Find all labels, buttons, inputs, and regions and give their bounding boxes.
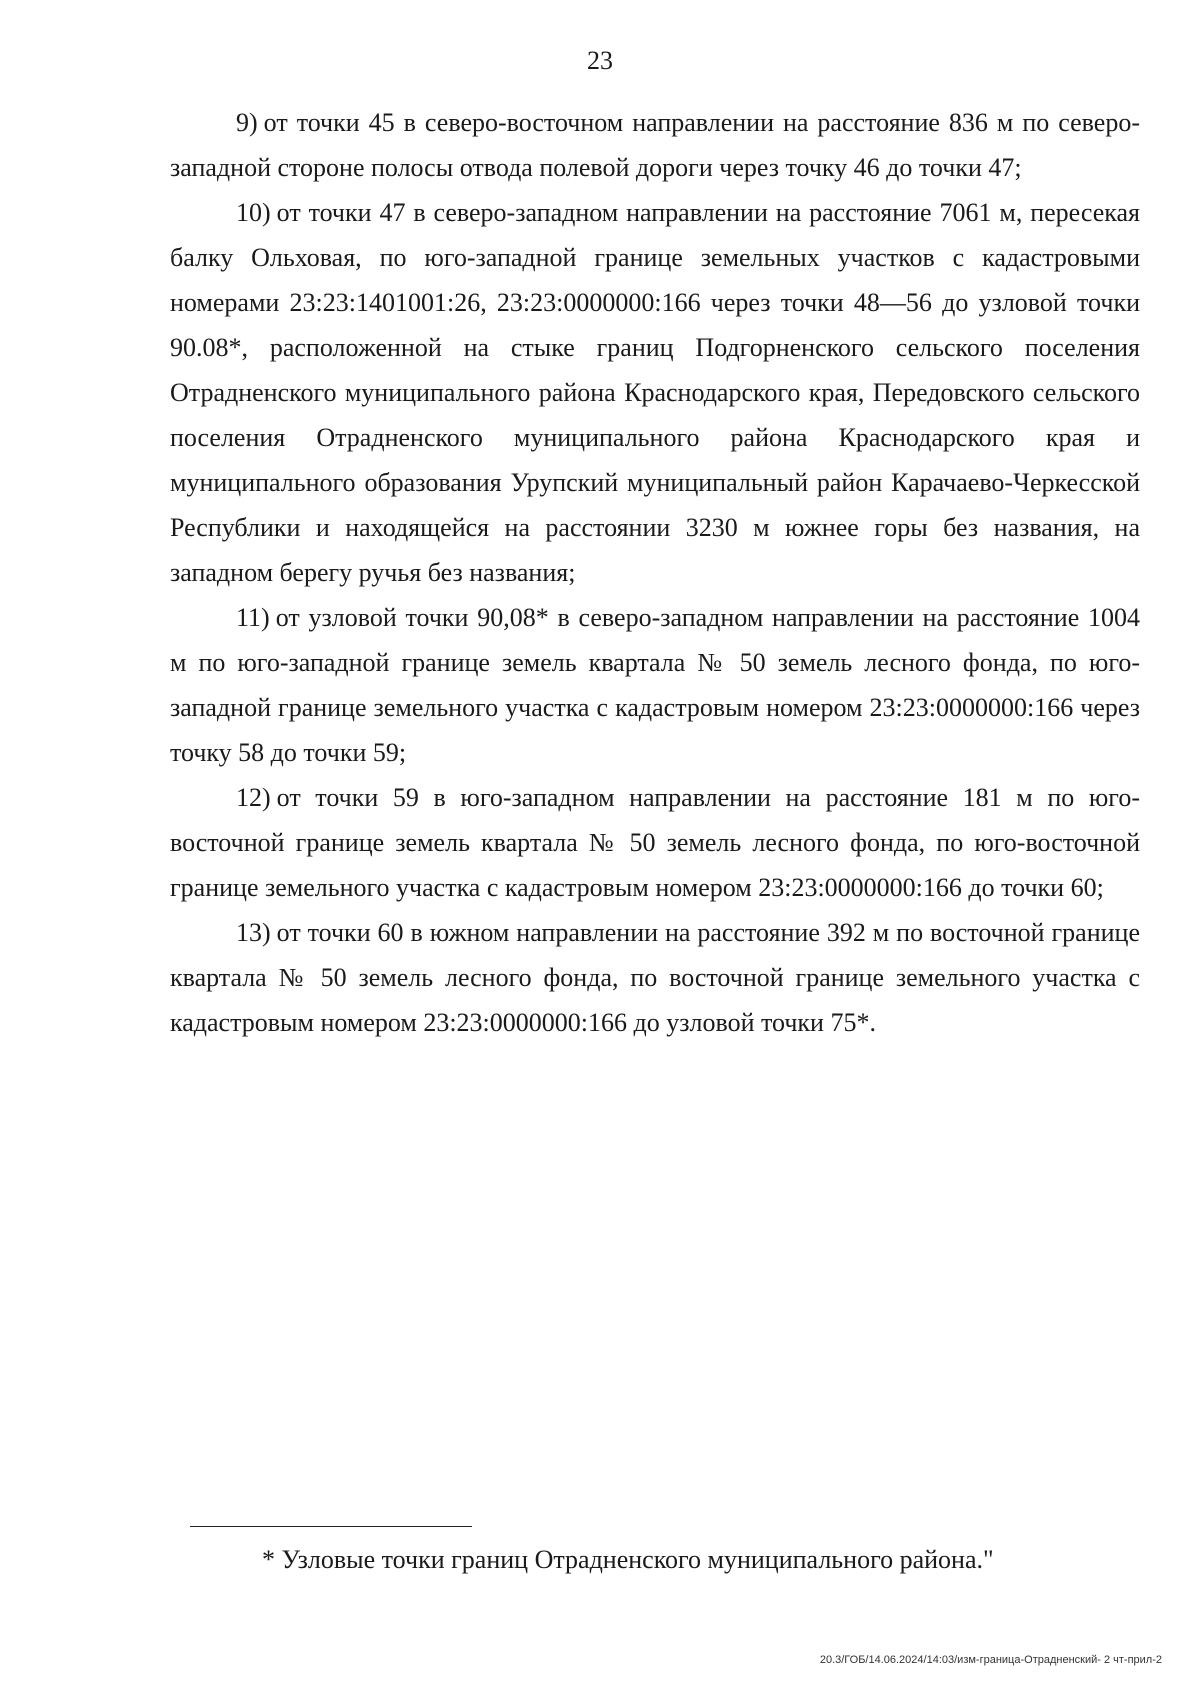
paragraph-number: 10): [236, 198, 271, 227]
paragraph-number: 11): [236, 603, 270, 632]
paragraph-number: 12): [236, 783, 271, 812]
paragraph-12: [170, 775, 1140, 910]
paragraph-text: от узловой точки 90,08* в северо-западном направлении на расстояние 1004 м по юго-западной границе земель квартала № 50 земель лесного фонда, по юго-западной границе земельного участка с кадастровым номером 23:23:0000000:166 через точку 58 до точки 59;: [170, 603, 1140, 767]
paragraph-11: [170, 595, 1140, 775]
paragraph-number: 13): [236, 918, 271, 947]
page-number: 23: [587, 46, 613, 75]
paragraph-number: 9): [236, 108, 258, 137]
paragraph-text: от точки 47 в северо-западном направлении на расстояние 7061 м, пересекая балку Ольховая, по юго-западной границе земельных участков с кадастровыми номерами 23:23:1401001:26, 23:23:0000000:166 через точки 48—56 до узловой точки 90.08*, расположенной на стыке границ Подгорненского сельского поселения Отрадненского муниципального района Краснодарского края, Передовского сельского поселения Отрадненского муниципального района Краснодарского края и муниципального образования Урупский муниципальный район Карачаево-Черкесской Республики и находящейся на расстоянии 3230 м южнее горы без названия, на западном берегу ручья без названия;: [170, 198, 1140, 587]
paragraph-9: [170, 100, 1140, 190]
paragraph-text: от точки 59 в юго-западном направлении на расстояние 181 м по юго-восточной границе земель квартала № 50 земель лесного фонда, по юго-восточной границе земельного участка с кадастровым номером 23:23:0000000:166 до точки 60;: [170, 783, 1140, 902]
paragraph-text: от точки 45 в северо-восточном направлении на расстояние 836 м по северо-западной стороне полосы отвода полевой дороги через точку 46 до точки 47;: [170, 108, 1140, 182]
document-id: 20.3/ГОБ/14.06.2024/14:03/изм-граница-Отрадненский- 2 чт-прил-2: [819, 1654, 1162, 1666]
paragraph-text: от точки 60 в южном направлении на расстояние 392 м по восточной границе квартала № 50 земель лесного фонда, по восточной границе земельного участка с кадастровым номером 23:23:0000000:166 до узловой точки 75*.: [170, 918, 1140, 1037]
footnote-separator: [190, 1526, 472, 1527]
paragraph-10: [170, 190, 1140, 595]
document-body: [170, 100, 1140, 1045]
footnote: * Узловые точки границ Отрадненского муниципального района.": [262, 1545, 994, 1574]
paragraph-13: [170, 910, 1140, 1045]
